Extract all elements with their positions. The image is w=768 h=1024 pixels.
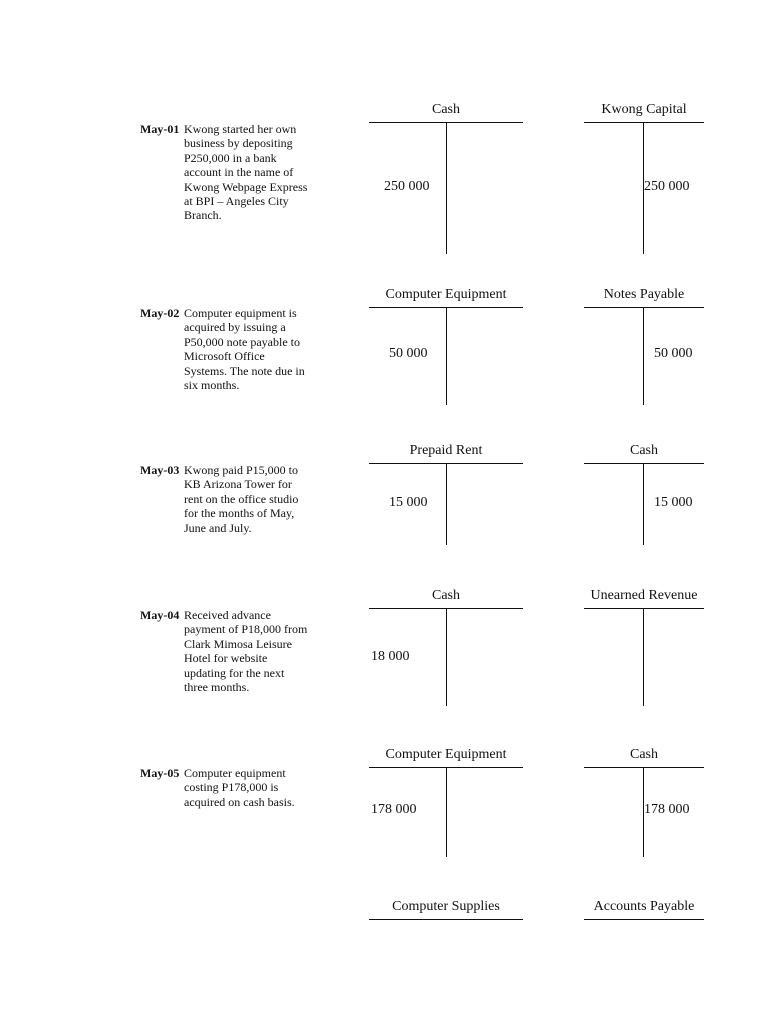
t-account-rule bbox=[369, 919, 523, 920]
entry-description: Computer equipment costing P178,000 is acquired on cash basis. bbox=[184, 766, 295, 809]
t-account-notes-payable bbox=[584, 287, 704, 405]
t-account-computer-equipment bbox=[369, 287, 523, 405]
t-account-prepaid-rent bbox=[369, 443, 523, 545]
t-account-computer-equipment bbox=[369, 747, 523, 857]
t-account-divider bbox=[446, 122, 447, 254]
t-account-title: Notes Payable bbox=[603, 287, 685, 302]
t-account-accounts-payable bbox=[584, 899, 704, 921]
t-account-title: Prepaid Rent bbox=[409, 443, 483, 458]
t-account-rule bbox=[584, 767, 704, 768]
t-account-title: Cash bbox=[432, 102, 460, 117]
t-account-title: Computer Equipment bbox=[385, 287, 507, 302]
t-account-title: Computer Equipment bbox=[385, 747, 507, 762]
t-account-title: Cash bbox=[432, 588, 460, 603]
t-account-title: Cash bbox=[630, 443, 658, 458]
t-account-credit: 15 000 bbox=[654, 495, 693, 510]
t-account-title: Cash bbox=[630, 747, 658, 762]
t-account-divider bbox=[446, 608, 447, 706]
entry-date: May-03 bbox=[140, 463, 180, 477]
entry-date: May-01 bbox=[140, 122, 180, 136]
t-account-divider bbox=[446, 307, 447, 405]
t-account-debit: 250 000 bbox=[384, 179, 430, 194]
t-account-computer-supplies bbox=[369, 899, 523, 921]
t-account-debit: 178 000 bbox=[371, 802, 417, 817]
t-account-rule bbox=[584, 919, 704, 920]
t-account-title: Kwong Capital bbox=[601, 102, 687, 117]
t-account-rule bbox=[584, 307, 704, 308]
t-account-cash bbox=[584, 747, 704, 857]
t-account-credit: 50 000 bbox=[654, 346, 693, 361]
t-account-rule bbox=[584, 463, 704, 464]
t-account-title: Computer Supplies bbox=[392, 899, 500, 914]
t-account-rule bbox=[584, 608, 704, 609]
t-account-unearned-revenue bbox=[584, 588, 704, 706]
t-account-credit: 250 000 bbox=[644, 179, 690, 194]
t-account-cash bbox=[369, 102, 523, 254]
t-account-debit: 18 000 bbox=[371, 649, 410, 664]
t-account-cash bbox=[369, 588, 523, 706]
entry-description: Kwong started her own business by depositing P250,000 in a bank account in the name of Kwong Webpage Express at BPI – Angeles City Branch. bbox=[184, 122, 308, 223]
t-account-divider bbox=[643, 463, 644, 545]
t-account-title: Unearned Revenue bbox=[590, 588, 698, 603]
t-account-rule bbox=[584, 122, 704, 123]
entry-description: Computer equipment is acquired by issuing a P50,000 note payable to Microsoft Office Systems. The note due in six months. bbox=[184, 306, 305, 393]
t-account-divider bbox=[446, 463, 447, 545]
entry-description: Received advance payment of P18,000 from Clark Mimosa Leisure Hotel for website updating for the next three months. bbox=[184, 608, 308, 695]
entry-date: May-02 bbox=[140, 306, 180, 320]
entry-description: Kwong paid P15,000 to KB Arizona Tower for rent on the office studio for the months of May, June and July. bbox=[184, 463, 299, 535]
t-account-debit: 15 000 bbox=[389, 495, 428, 510]
t-account-cash bbox=[584, 443, 704, 545]
t-account-kwong-capital bbox=[584, 102, 704, 254]
t-account-title: Accounts Payable bbox=[593, 899, 695, 914]
entry-date: May-05 bbox=[140, 766, 180, 780]
t-account-divider bbox=[446, 767, 447, 857]
t-account-credit: 178 000 bbox=[644, 802, 690, 817]
t-account-divider bbox=[643, 608, 644, 706]
entry-date: May-04 bbox=[140, 608, 180, 622]
t-account-debit: 50 000 bbox=[389, 346, 428, 361]
t-account-divider bbox=[643, 307, 644, 405]
